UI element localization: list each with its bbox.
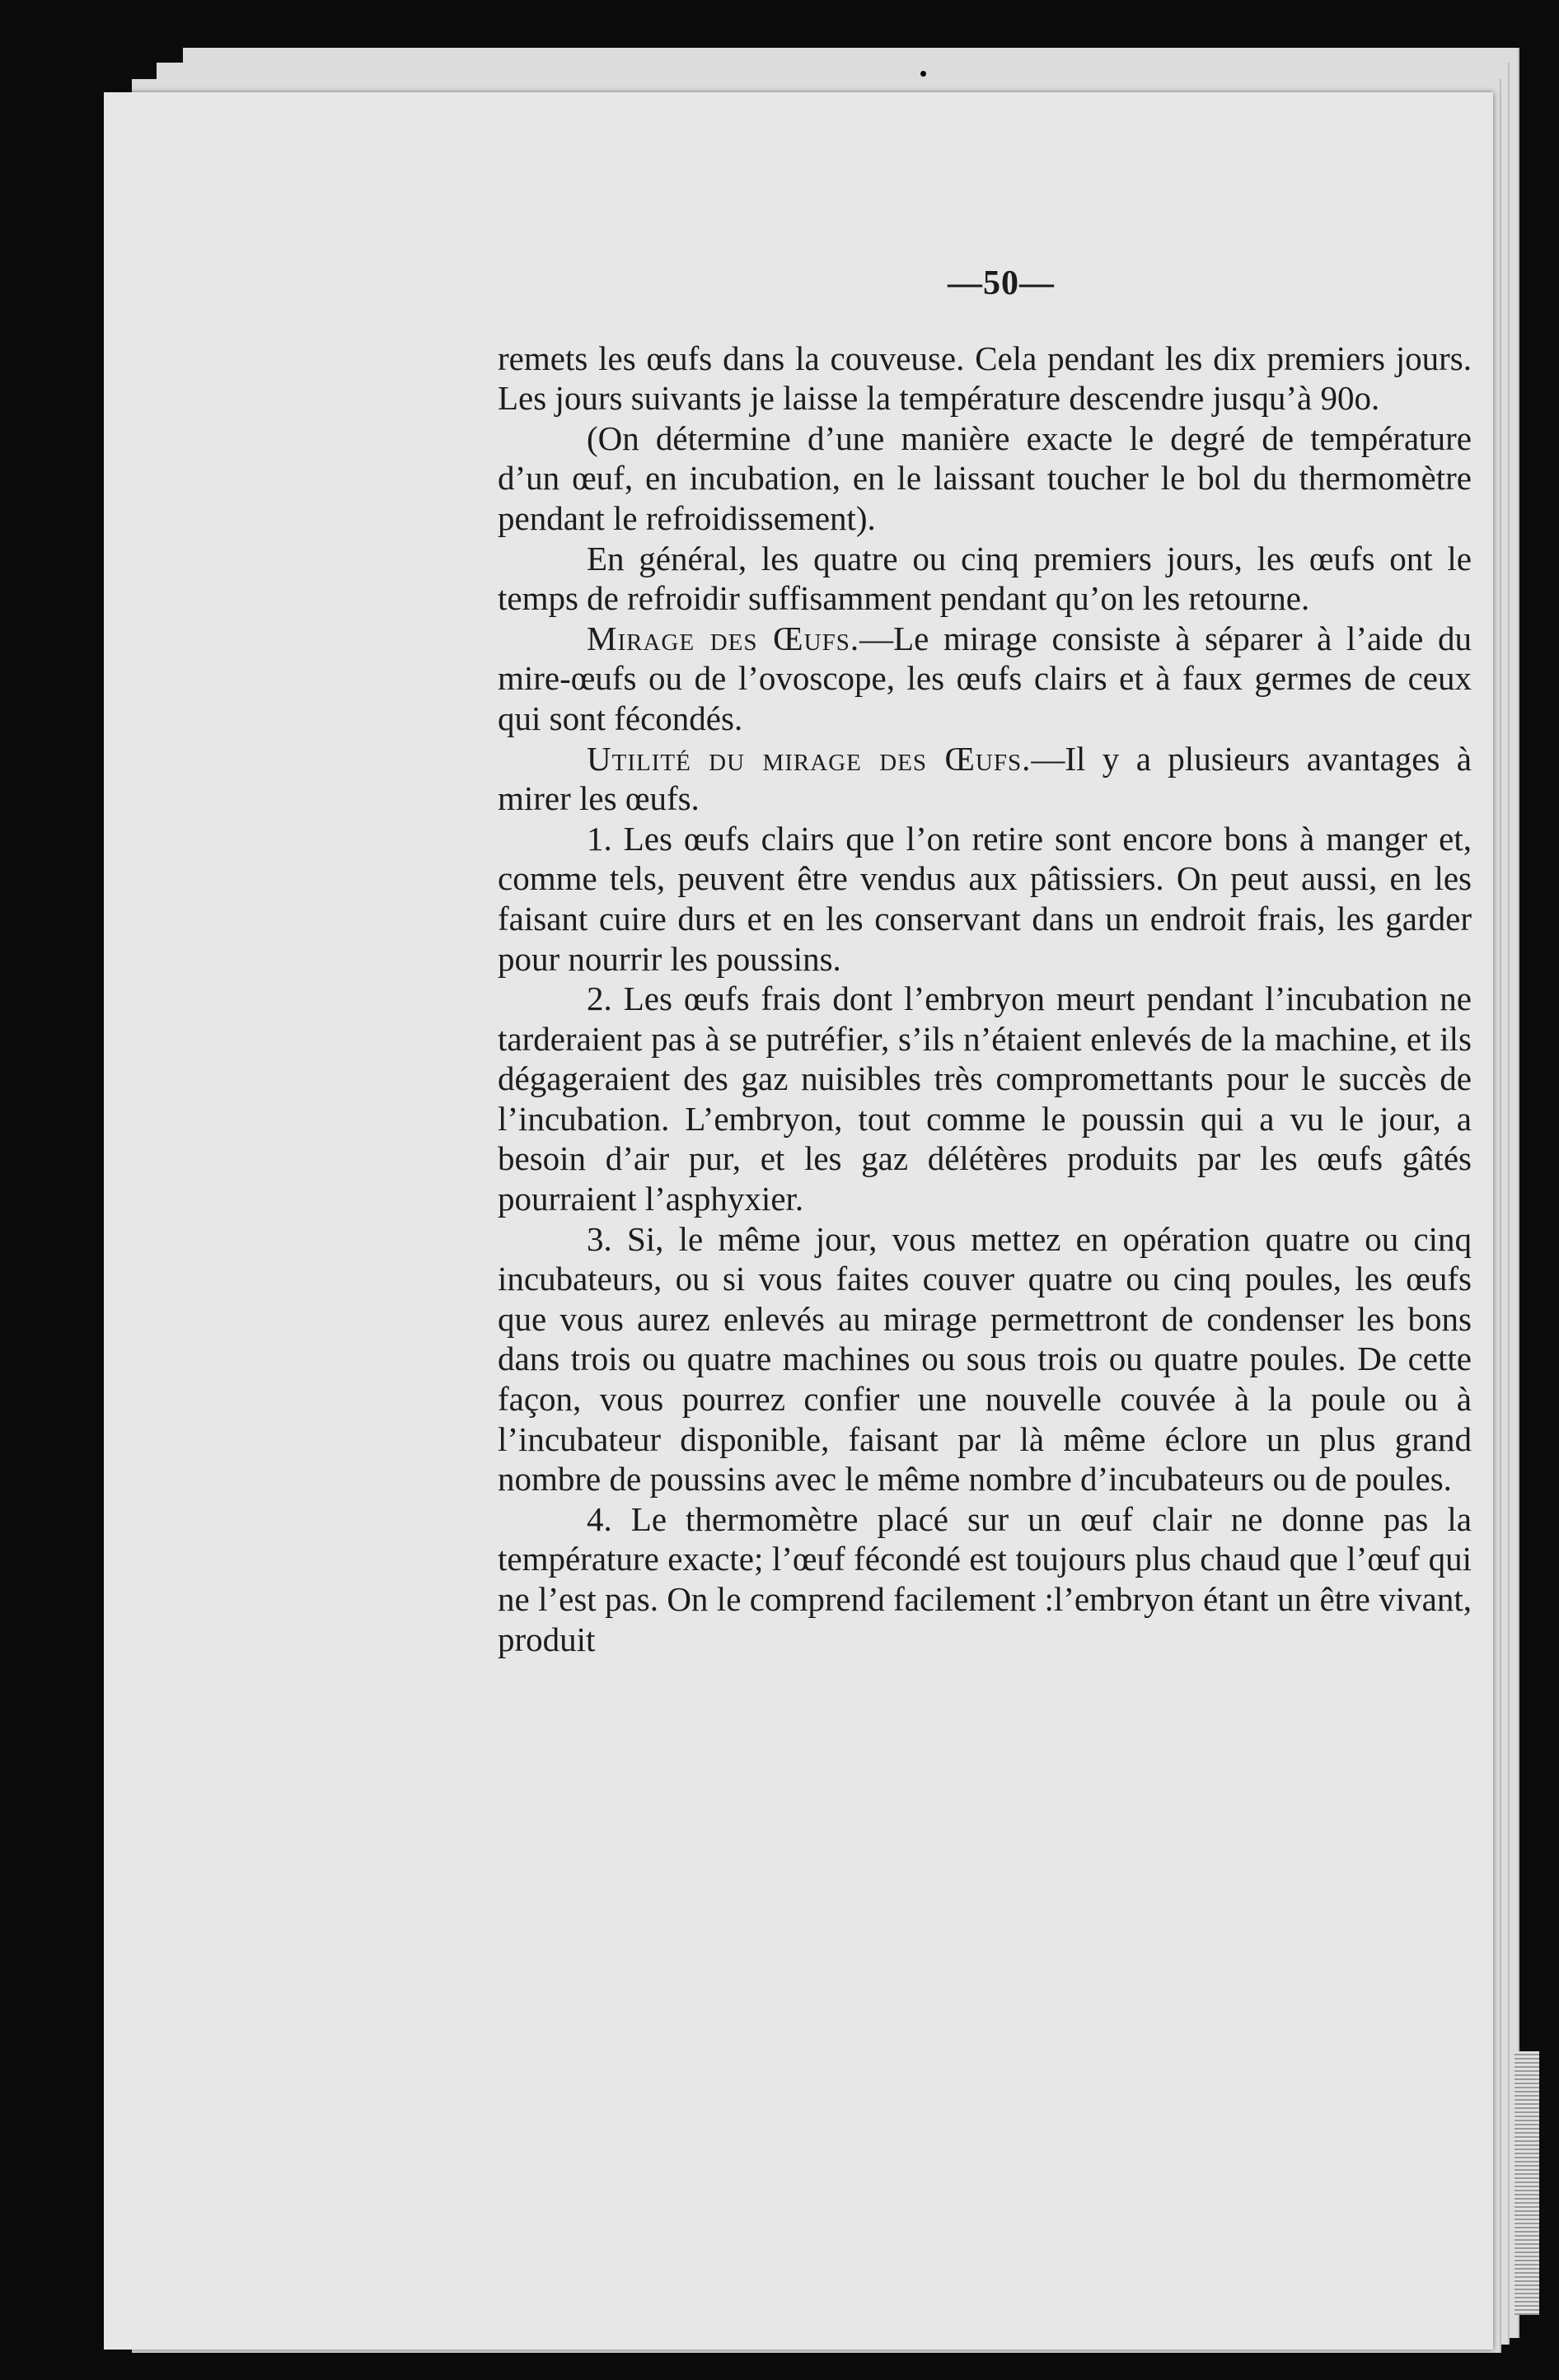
paragraph-1: remets les œufs dans la couveuse. Cela pendant les dix premiers jours. Les jours suivants je laisse la température descendre jusqu’à 90o. [498, 339, 1472, 418]
scan-speck [920, 71, 926, 77]
page-text [498, 264, 1472, 1659]
paragraph-6: 1. Les œufs clairs que l’on retire sont encore bons à manger et, comme tels, peuvent être vendus aux pâtissiers. On peut aussi, en les faisant cuire durs et en les conservant dans un endroit frais, les garder pour nourrir les poussins. [498, 819, 1472, 978]
page-number: —50— [948, 264, 1055, 302]
paragraph-7: 2. Les œufs frais dont l’embryon meurt pendant l’incubation ne tarderaient pas à se putréfier, s’ils n’étaient enlevés de la machine, et ils dégageraient des gaz nuisibles très compromettants pour le succès de l’incubation. L’embryon, tout comme le poussin qui a vu le jour, a besoin d’air pur, et les gaz délétères produits par les œufs gâtés pourraient l’asphyxier. [498, 980, 1472, 1218]
section-heading-utilite: Utilité du mirage des Œufs. [587, 739, 1032, 778]
paragraph-5-body: —Il y a plusieurs avantages à mirer les œufs. [498, 739, 1472, 818]
paragraph-5 [498, 739, 1472, 819]
paragraph-2: (On détermine d’une manière exacte le degré de température d’un œuf, en incubation, en le laissant toucher le bol du thermomètre pendant le refroidissement). [498, 418, 1472, 537]
paragraph-4-body: —Le mirage consiste à séparer à l’aide du mire-œufs ou de l’ovoscope, les œufs clairs et à faux germes de ceux qui sont fécondés. [498, 619, 1472, 737]
paragraph-4 [498, 619, 1472, 739]
section-heading-mirage: Mirage des Œufs. [587, 619, 860, 657]
adjacent-page-strip [1515, 2051, 1539, 2315]
paragraph-8: 3. Si, le même jour, vous mettez en opération quatre ou cinq incubateurs, ou si vous faites couver quatre ou cinq poules, les œufs que vous aurez enlevés au mirage permettront de condenser les bons dans trois ou quatre machines ou sous trois ou quatre poules. De cette façon, vous pourrez confier une nouvelle couvée à la poule ou à l’incubateur disponible, faisant par là même éclore un plus grand nombre de poussins avec le même nombre d’incubateurs ou de poules. [498, 1219, 1472, 1499]
paragraph-3: En général, les quatre ou cinq premiers jours, les œufs ont le temps de refroidir suffisamment pendant qu’on les retourne. [498, 539, 1472, 618]
paragraph-9: 4. Le thermomètre placé sur un œuf clair ne donne pas la température exacte; l’œuf fécondé est toujours plus chaud que l’œuf qui ne l’est pas. On le comprend facilement :l’embryon étant un être vivant, produit [498, 1499, 1472, 1658]
